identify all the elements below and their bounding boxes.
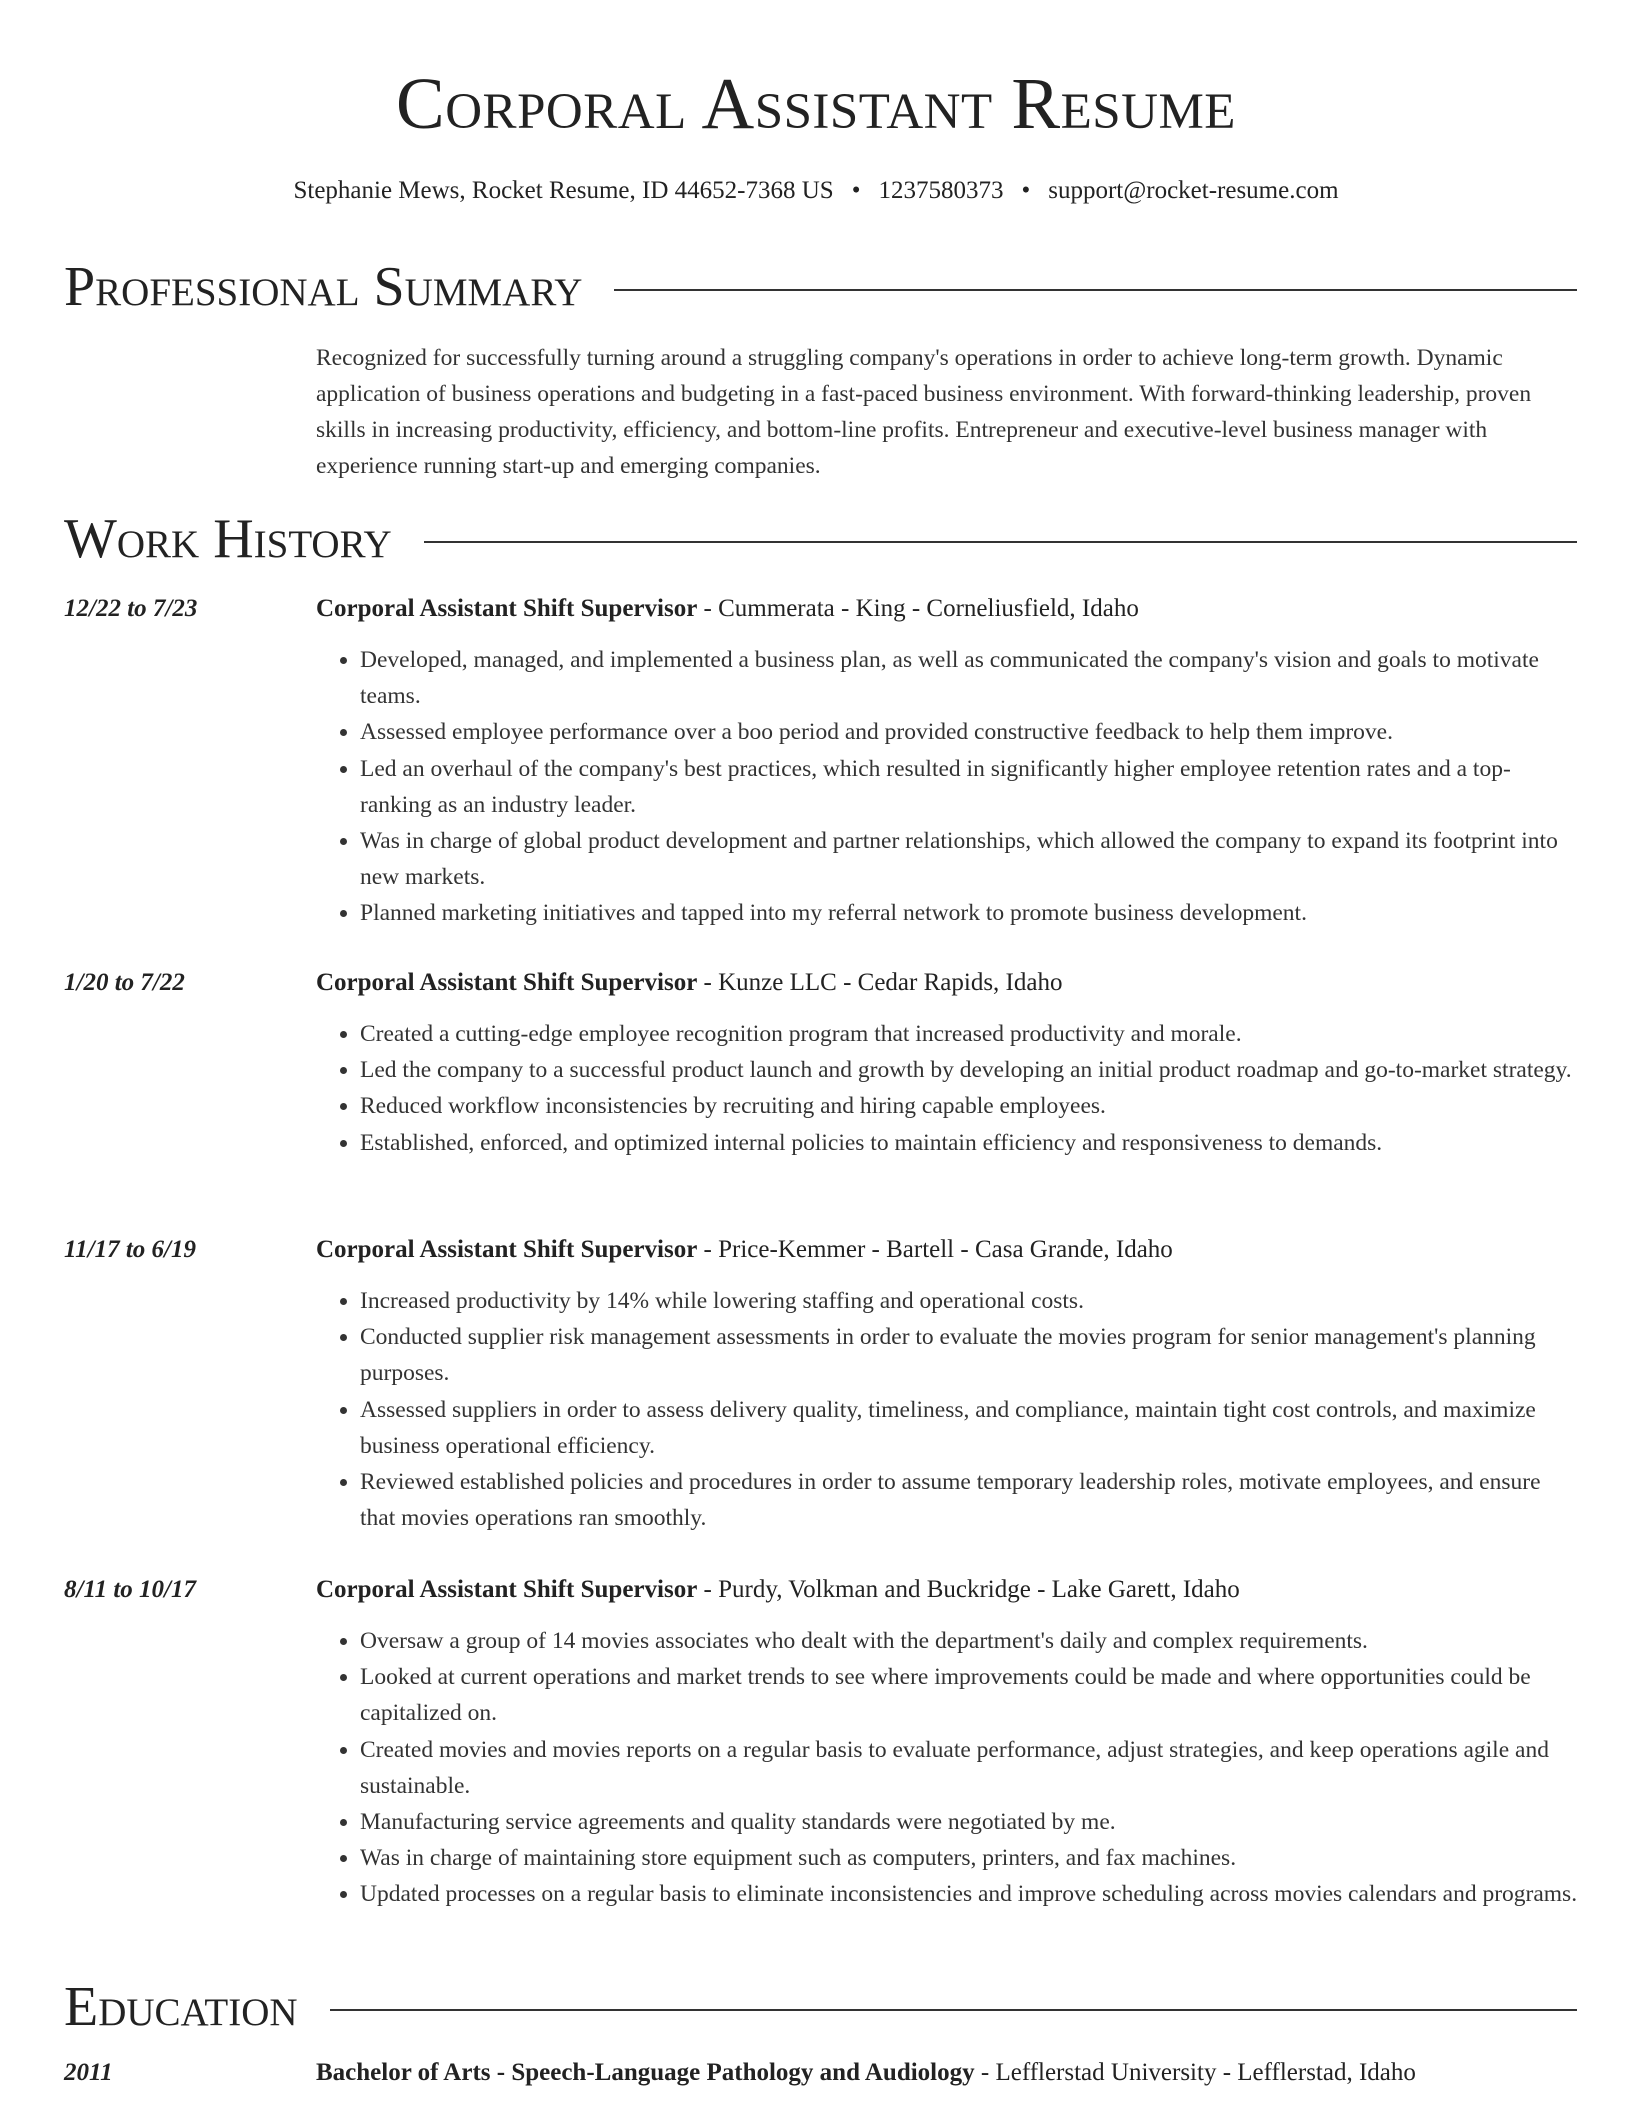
job-dates: 8/11 to 10/17 xyxy=(64,1576,196,1603)
list-item: • Developed, managed, and implemented a business plan, as well as communicated the company's vision and goals to motivate teams. xyxy=(360,642,1578,714)
contact-address: Stephanie Mews, Rocket Resume, ID 44652-7368 US xyxy=(293,177,834,204)
section-divider xyxy=(614,289,1577,291)
job-company: - Purdy, Volkman and Buckridge - Lake Garett, Idaho xyxy=(697,1576,1240,1603)
job-company: - Price-Kemmer - Bartell - Casa Grande, Idaho xyxy=(697,1236,1173,1263)
job-company: - Cummerata - King - Corneliusfield, Idaho xyxy=(697,595,1139,622)
contact-separator: • xyxy=(851,177,861,204)
job-dates: 12/22 to 7/23 xyxy=(64,595,198,622)
contact-line xyxy=(0,174,1632,208)
list-item: • Increased productivity by 14% while lowering staffing and operational costs. xyxy=(360,1283,1578,1319)
list-item: • Reduced workflow inconsistencies by recruiting and hiring capable employees. xyxy=(360,1088,1578,1124)
education-degree: Bachelor of Arts - Speech-Language Pathology and Audiology xyxy=(316,2059,975,2086)
list-item: • Looked at current operations and market trends to see where improvements could be made and where opportunities could be capitalized on. xyxy=(360,1659,1578,1731)
job-heading xyxy=(316,965,1578,1001)
list-item: • Oversaw a group of 14 movies associates who dealt with the department's daily and complex requirements. xyxy=(360,1623,1578,1659)
contact-separator: • xyxy=(1021,177,1031,204)
list-item: • Was in charge of global product development and partner relationships, which allowed the company to expand its footprint into new markets. xyxy=(360,823,1578,895)
education-heading xyxy=(64,1975,1577,2039)
summary-text: Recognized for successfully turning around a struggling company's operations in order to achieve long-term growth. Dynamic application of business operations and budgeting in a fast-paced business environment. With forward-thinking leadership, proven skills in increasing productivity, efficiency, and bottom-line profits. Entrepreneur and executive-level business manager with experience running start-up and emerging companies. xyxy=(316,345,1532,479)
job-role: Corporal Assistant Shift Supervisor xyxy=(316,1576,698,1603)
list-item: • Led the company to a successful product launch and growth by developing an initial product roadmap and go-to-market strategy. xyxy=(360,1052,1578,1088)
education-heading-line xyxy=(316,2055,1578,2091)
job-dates: 11/17 to 6/19 xyxy=(64,1236,196,1263)
job-heading xyxy=(316,1572,1578,1608)
resume-title: Corporal Assistant Resume xyxy=(396,63,1236,144)
section-title: Education xyxy=(64,1976,298,2038)
job-role: Corporal Assistant Shift Supervisor xyxy=(316,969,698,996)
list-item: • Conducted supplier risk management assessments in order to evaluate the movies program for senior management's planning purposes. xyxy=(360,1319,1578,1391)
contact-phone: 1237580373 xyxy=(878,177,1004,204)
job-role: Corporal Assistant Shift Supervisor xyxy=(316,1236,698,1263)
list-item: • Was in charge of maintaining store equipment such as computers, printers, and fax machines. xyxy=(360,1840,1578,1876)
job-heading xyxy=(316,1232,1578,1268)
section-divider xyxy=(424,541,1577,543)
list-item: • Established, enforced, and optimized internal policies to maintain efficiency and responsiveness to demands. xyxy=(360,1125,1578,1161)
professional-summary-heading xyxy=(64,255,1577,319)
list-item: • Led an overhaul of the company's best practices, which resulted in significantly higher employee retention rates and a top-ranking as an industry leader. xyxy=(360,751,1578,823)
job-bullets xyxy=(316,1016,1578,1161)
job-heading xyxy=(316,591,1578,627)
job-company: - Kunze LLC - Cedar Rapids, Idaho xyxy=(697,969,1063,996)
job-role: Corporal Assistant Shift Supervisor xyxy=(316,595,698,622)
job-dates: 1/20 to 7/22 xyxy=(64,969,185,996)
education-school: - Lefflerstad University - Lefflerstad, Idaho xyxy=(974,2059,1416,2086)
list-item: • Created a cutting-edge employee recognition program that increased productivity and morale. xyxy=(360,1016,1578,1052)
job-bullets xyxy=(316,1283,1578,1536)
section-divider xyxy=(330,2009,1577,2011)
list-item: • Assessed suppliers in order to assess delivery quality, timeliness, and compliance, maintain tight cost controls, and maximize business operational efficiency. xyxy=(360,1392,1578,1464)
education-year: 2011 xyxy=(64,2059,113,2086)
list-item: • Assessed employee performance over a boo period and provided constructive feedback to help them improve. xyxy=(360,714,1578,750)
list-item: • Manufacturing service agreements and quality standards were negotiated by me. xyxy=(360,1804,1578,1840)
job-bullets xyxy=(316,1623,1578,1913)
job-bullets xyxy=(316,642,1578,932)
contact-email[interactable]: support@rocket-resume.com xyxy=(1048,177,1339,204)
list-item: • Reviewed established policies and procedures in order to assume temporary leadership roles, motivate employees, and ensure that movies operations ran smoothly. xyxy=(360,1464,1578,1536)
work-history-heading xyxy=(64,507,1577,571)
section-title: Work History xyxy=(64,508,392,570)
section-title: Professional Summary xyxy=(64,256,583,318)
list-item: • Created movies and movies reports on a regular basis to evaluate performance, adjust strategies, and keep operations agile and sustainable. xyxy=(360,1732,1578,1804)
list-item: • Planned marketing initiatives and tapped into my referral network to promote business development. xyxy=(360,895,1578,931)
list-item: • Updated processes on a regular basis to eliminate inconsistencies and improve scheduling across movies calendars and programs. xyxy=(360,1876,1578,1912)
